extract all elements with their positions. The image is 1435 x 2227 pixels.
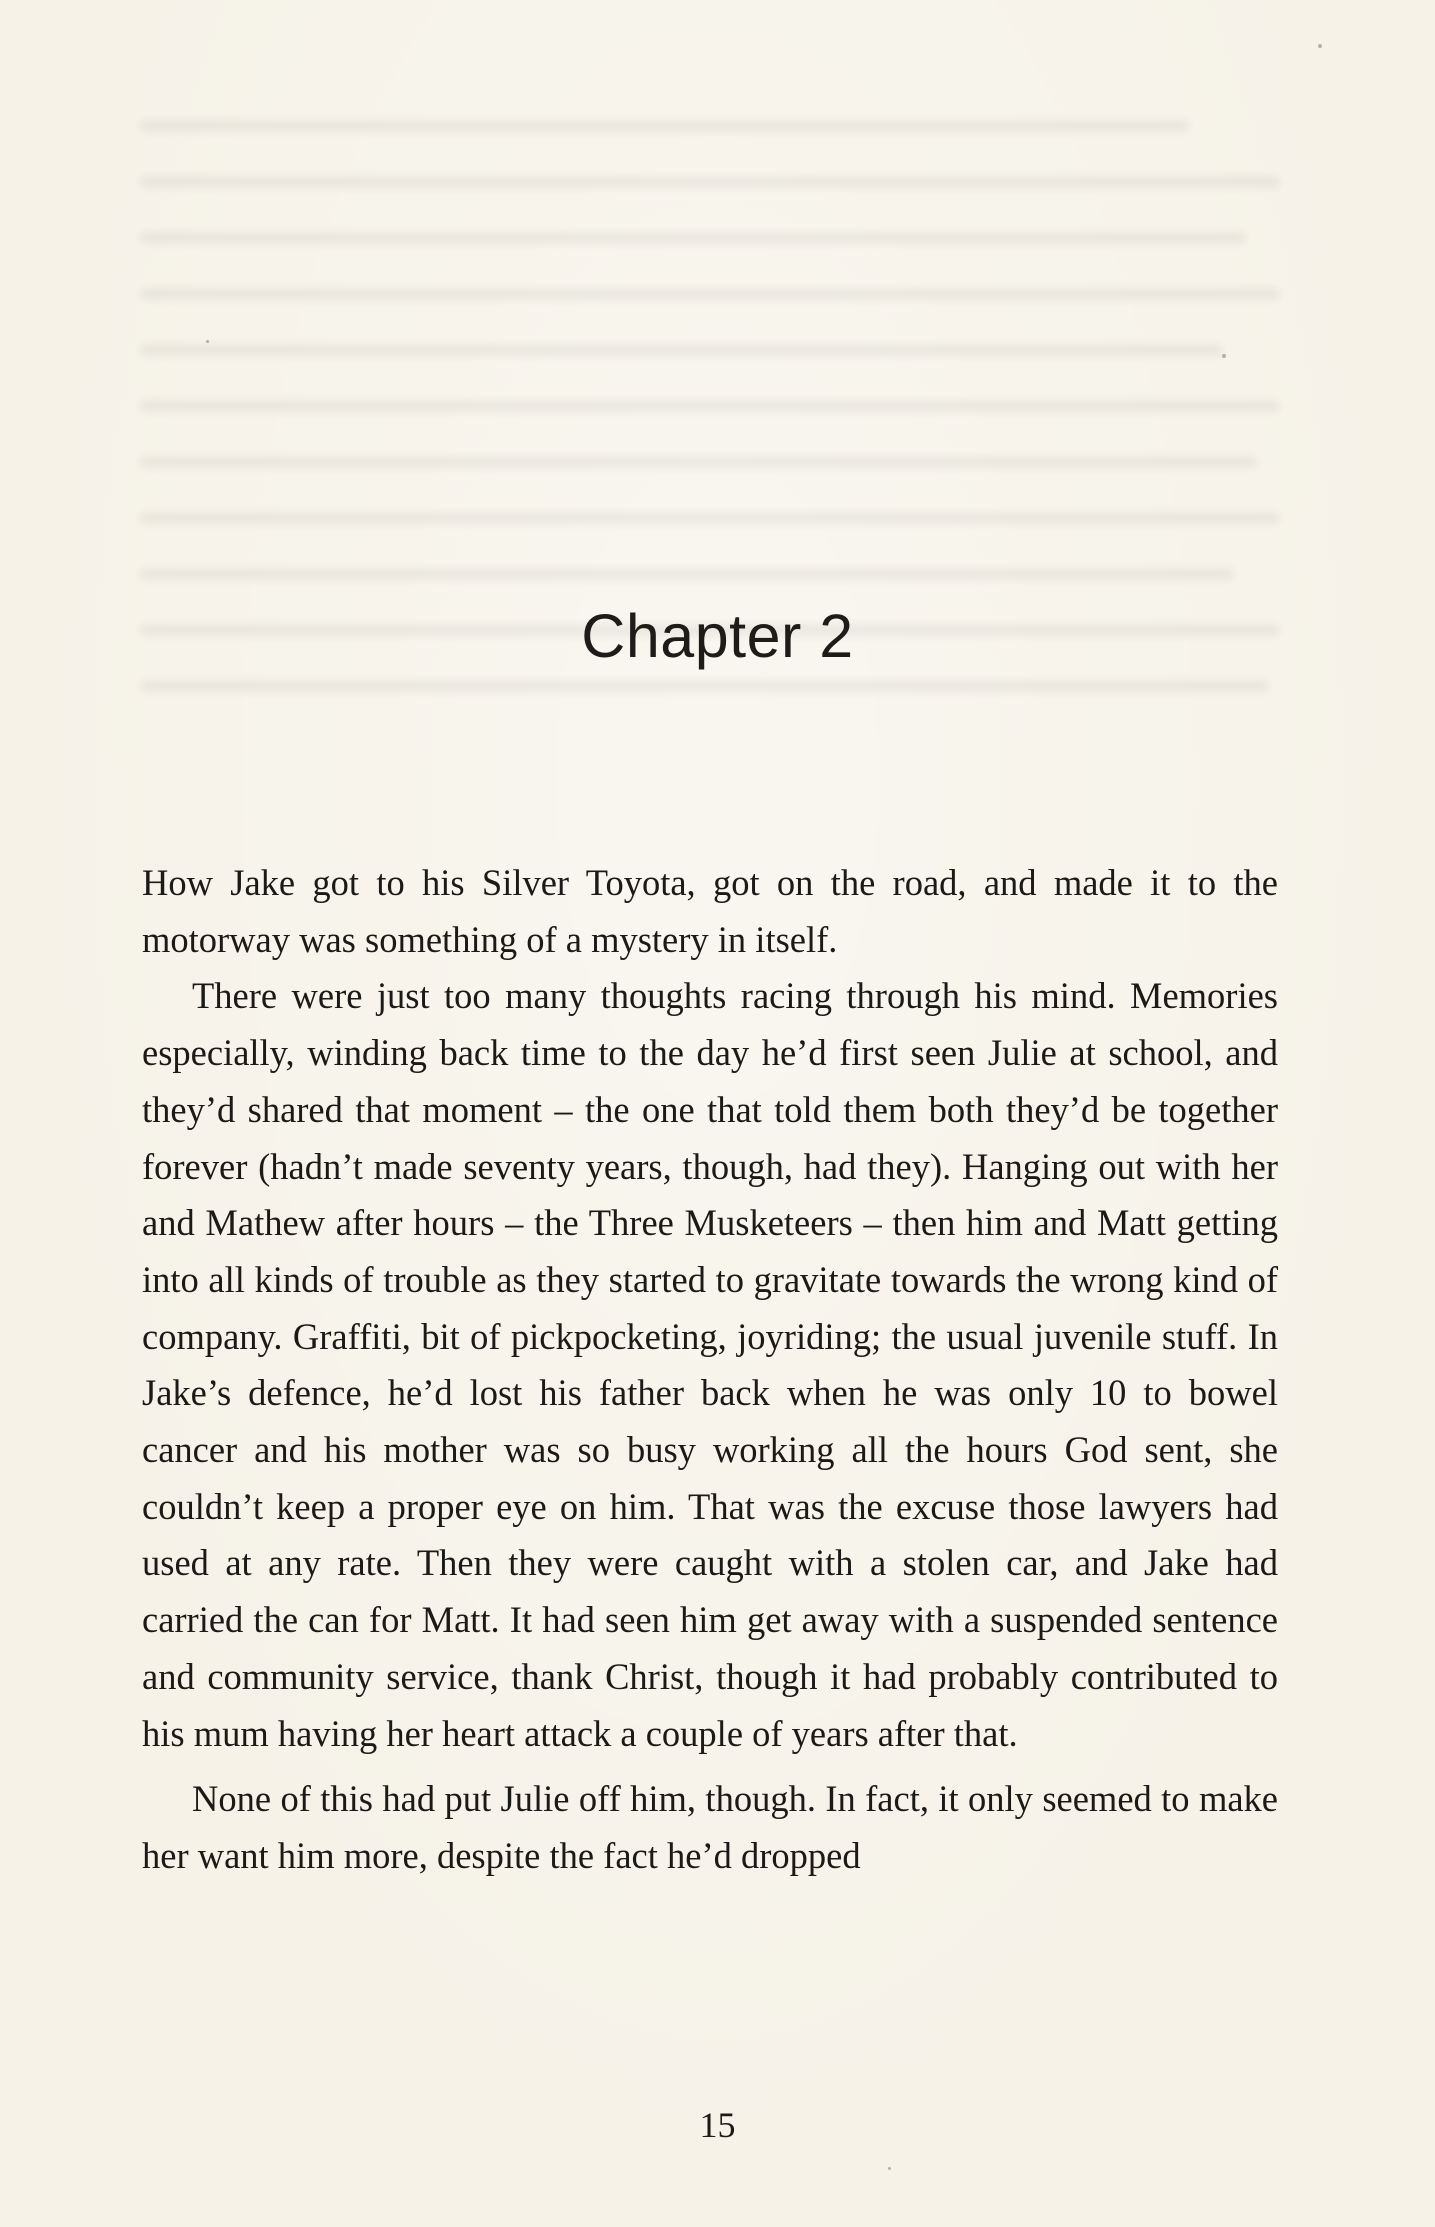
page-number: 15 — [699, 2105, 736, 2145]
paragraph: There were just too many thoughts racing through his mind. Memories especially, winding back time to the day he’d first seen Julie at school, and they’d shared that moment – the one that told them both they’d be together forever (hadn’t made seventy years, though, had they). Hanging out with her and Mathew after hours – the Three Musketeers – then him and Matt getting into all kinds of trouble as they started to gravitate towards the wrong kind of company. Graffiti, bit of pickpocketing, joyriding; the usual juvenile stuff. In Jake’s defence, he’d lost his father back when he was only 10 to bowel cancer and his mother was so busy working all the hours God sent, she couldn’t keep a proper eye on him. That was the excuse those lawyers had used at any rate. Then they were caught with a stolen car, and Jake had carried the can for Matt. It had seen him get away with a suspended sentence and community service, thank Christ, though it had probably contributed to his mum having her heart attack a couple of years after that. — [142, 975, 1278, 1754]
chapter-body — [142, 855, 1278, 1885]
paragraph: How Jake got to his Silver Toyota, got on the road, and made it to the motorway was something of a mystery in itself. — [142, 862, 1278, 960]
paper-speck — [888, 2167, 891, 2170]
chapter-title: Chapter 2 — [581, 602, 854, 670]
paragraph: None of this had put Julie off him, though. In fact, it only seemed to make her want him more, despite the fact he’d dropped — [142, 1778, 1278, 1876]
paper-speck — [1318, 44, 1322, 48]
paper-speck — [206, 340, 209, 343]
paper-speck — [1222, 354, 1226, 358]
